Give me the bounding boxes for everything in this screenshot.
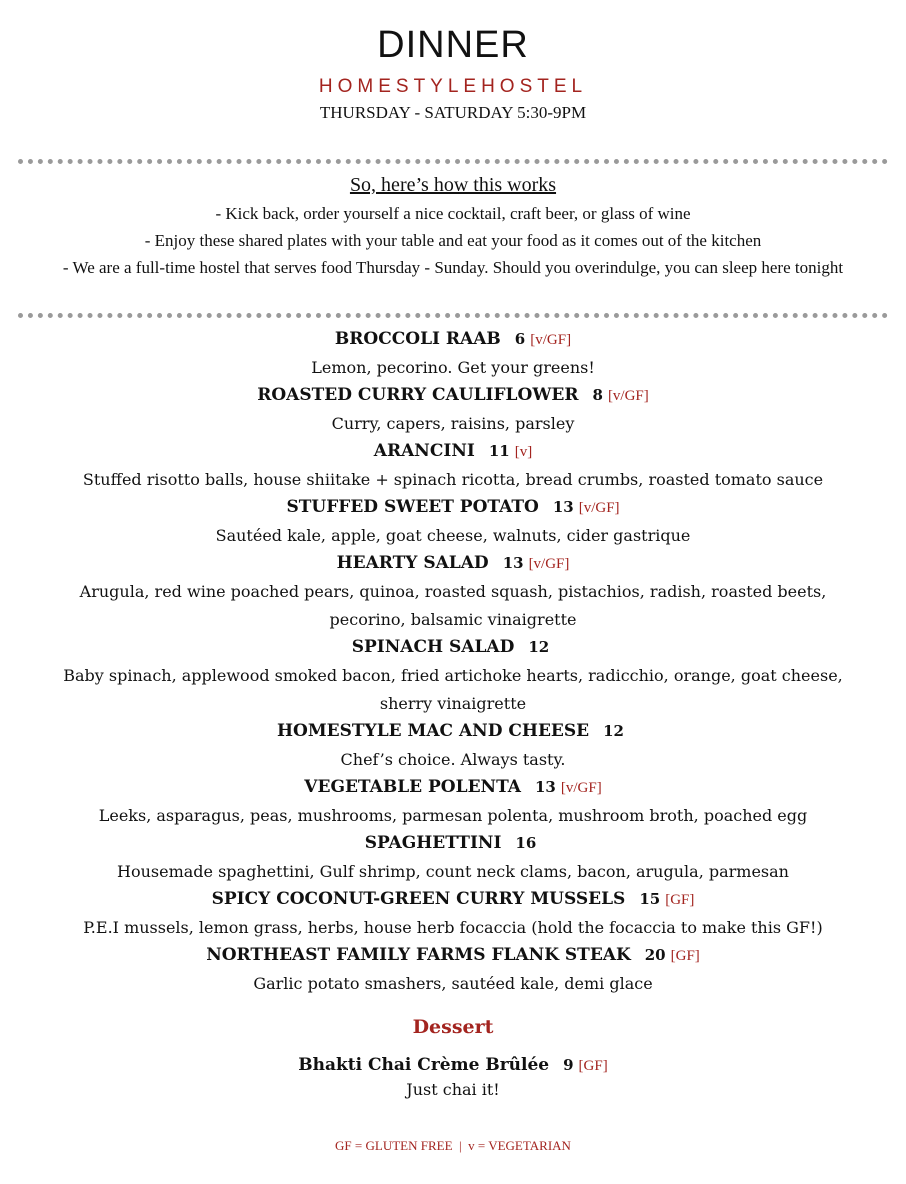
menu-item (0, 438, 906, 494)
dish-price: 13 (502, 554, 524, 572)
how-it-works-line: - Enjoy these shared plates with your table and eat your food as it comes out of the kitchen (144, 231, 762, 250)
dish-name: BROCCOLI RAAB (334, 329, 501, 349)
menu-item (0, 382, 906, 438)
menu-list (0, 326, 906, 998)
menu-item (0, 774, 906, 830)
dish-price: 20 (644, 946, 666, 964)
dish-description: Housemade spaghettini, Gulf shrimp, count neck clams, bacon, arugula, parmesan (117, 862, 789, 881)
dish-name: ARANCINI (373, 441, 475, 461)
dish-price: 8 (592, 386, 603, 404)
dish-description: Baby spinach, applewood smoked bacon, fried artichoke hearts, radicchio, orange, goat cheese, sherry vinaigrette (63, 666, 843, 713)
dish-name: ROASTED CURRY CAULIFLOWER (257, 385, 579, 405)
venue-name: HOMESTYLEHOSTEL (318, 76, 588, 97)
how-it-works-line: - Kick back, order yourself a nice cocktail, craft beer, or glass of wine (215, 204, 691, 223)
dish-price: 13 (534, 778, 556, 796)
dietary-tag: [v] (514, 444, 533, 460)
dietary-tag: [v/GF] (578, 500, 620, 516)
dish-description: Just chai it! (406, 1080, 500, 1099)
dietary-tag: [GF] (665, 892, 695, 908)
dessert-item (0, 1052, 906, 1078)
menu-item (0, 942, 906, 998)
dish-price: 15 (639, 890, 661, 908)
dish-name: SPICY COCONUT-GREEN CURRY MUSSELS (211, 889, 626, 909)
dish-description: Leeks, asparagus, peas, mushrooms, parmesan polenta, mushroom broth, poached egg (98, 806, 808, 825)
service-hours: THURSDAY - SATURDAY 5:30-9PM (319, 103, 587, 122)
dish-description: Garlic potato smashers, sautéed kale, demi glace (253, 974, 653, 993)
dish-description: Chef’s choice. Always tasty. (340, 750, 566, 769)
dish-name: SPAGHETTINI (364, 833, 502, 853)
menu-item (0, 634, 906, 718)
dish-name: HOMESTYLE MAC AND CHEESE (276, 721, 590, 741)
how-it-works-heading: So, here’s how this works (349, 174, 557, 196)
dietary-legend: GF = GLUTEN FREE | v = VEGETARIAN (335, 1138, 571, 1153)
dish-name: STUFFED SWEET POTATO (286, 497, 539, 517)
how-it-works-line: - We are a full-time hostel that serves food Thursday - Sunday. Should you overindulge, you can sleep here tonight (62, 258, 844, 277)
dish-name: Bhakti Chai Crème Brûlée (298, 1055, 550, 1075)
menu-item (0, 326, 906, 382)
menu-item (0, 830, 906, 886)
dish-name: NORTHEAST FAMILY FARMS FLANK STEAK (206, 945, 631, 965)
menu-item (0, 550, 906, 634)
dietary-tag: [v/GF] (560, 780, 602, 796)
dish-description: P.E.I mussels, lemon grass, herbs, house herb focaccia (hold the focaccia to make this GF!) (83, 918, 823, 937)
dessert-heading: Dessert (412, 1016, 494, 1038)
dietary-tag: [GF] (578, 1058, 608, 1074)
dish-description: Arugula, red wine poached pears, quinoa, roasted squash, pistachios, radish, roasted beets, pecorino, balsamic vinaigrette (79, 582, 827, 629)
dish-price: 13 (552, 498, 574, 516)
dietary-tag: [v/GF] (530, 332, 572, 348)
dietary-tag: [v/GF] (528, 556, 570, 572)
dish-description: Lemon, pecorino. Get your greens! (311, 358, 595, 377)
dish-description: Sautéed kale, apple, goat cheese, walnuts, cider gastrique (215, 526, 691, 545)
dish-price: 12 (603, 722, 624, 740)
dish-name: HEARTY SALAD (336, 553, 489, 573)
dietary-tag: [v/GF] (607, 388, 649, 404)
dish-price: 16 (515, 834, 537, 852)
menu-item (0, 494, 906, 550)
menu-item (0, 718, 906, 774)
dietary-tag: [GF] (670, 948, 700, 964)
dish-description: Curry, capers, raisins, parsley (331, 414, 575, 433)
dish-description: Stuffed risotto balls, house shiitake + spinach ricotta, bread crumbs, roasted tomato sauce (82, 470, 824, 489)
dotted-divider (18, 313, 888, 318)
menu-item (0, 886, 906, 942)
dotted-divider (18, 159, 888, 164)
dish-price: 9 (563, 1056, 574, 1074)
dish-price: 6 (514, 330, 526, 348)
menu-title: DINNER (377, 24, 529, 66)
dish-name: VEGETABLE POLENTA (304, 777, 521, 797)
dish-price: 11 (488, 442, 510, 460)
dish-name: SPINACH SALAD (351, 637, 515, 657)
dish-price: 12 (528, 638, 550, 656)
